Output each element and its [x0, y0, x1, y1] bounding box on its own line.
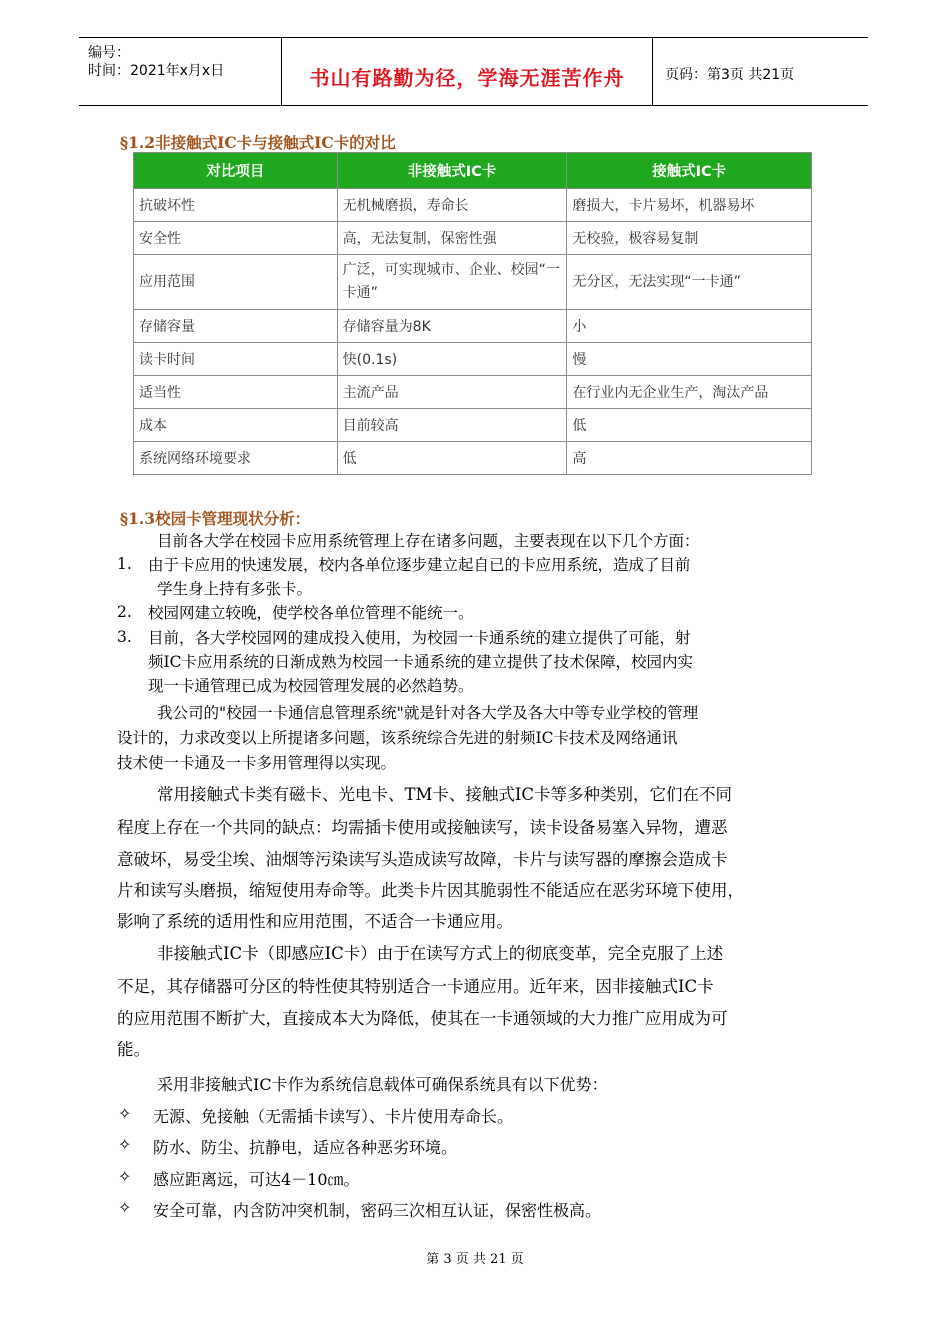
table-row: [134, 376, 812, 409]
table-row: [134, 310, 812, 343]
section-title-1-2: §1.2非接触式IC卡与接触式IC卡的对比: [120, 133, 396, 152]
table-cell: 读卡时间: [134, 343, 338, 376]
table-cell: 成本: [134, 409, 338, 442]
intro-paragraph: 目前各大学在校园卡应用系统管理上存在诸多问题，主要表现在以下几个方面：: [157, 532, 700, 550]
bullet-icon: ✧: [118, 1198, 132, 1217]
table-cell: 安全性: [134, 222, 338, 255]
table-cell: 慢: [567, 343, 812, 376]
bullet-icon: ✧: [118, 1104, 132, 1123]
table-row: [134, 343, 812, 376]
table-row: [134, 442, 812, 475]
bullet-icon: ✧: [118, 1135, 132, 1154]
table-cell: 高，无法复制，保密性强: [337, 222, 567, 255]
list-number: 1.: [117, 555, 132, 573]
company-paragraph-line: 设计的，力求改变以上所提诸多问题，该系统综合先进的射频IC卡技术及网络通讯: [117, 729, 678, 747]
company-paragraph-line: 我公司的"校园一卡通信息管理系统"就是针对各大学及各大中等专业学校的管理: [157, 704, 699, 722]
bullet-text: 无源、免接触（无需插卡读写）、卡片使用寿命长。: [153, 1107, 514, 1126]
contact-paragraph-line: 影响了系统的适用性和应用范围，不适合一卡通应用。: [117, 912, 513, 931]
number-label: 编号：: [88, 45, 130, 61]
table-cell: 小: [567, 310, 812, 343]
list-item-line: 校园网建立较晚，使学校各单位管理不能统一。: [148, 604, 474, 622]
table-header-cell: 接触式IC卡: [567, 153, 812, 189]
table-cell: 系统网络环境要求: [134, 442, 338, 475]
list-number: 2.: [117, 603, 132, 621]
table-header-row: [134, 153, 812, 189]
header-meta-cell: [79, 38, 282, 105]
table-header-cell: 非接触式IC卡: [337, 153, 567, 189]
table-cell: 低: [567, 409, 812, 442]
table-cell: 低: [337, 442, 567, 475]
table-cell: 磨损大，卡片易坏，机器易坏: [567, 189, 812, 222]
header-page-cell: [653, 38, 868, 105]
bullet-icon: ✧: [118, 1167, 132, 1186]
table-cell: 快(0.1s): [337, 343, 567, 376]
section-title-1-3: §1.3校园卡管理现状分析：: [120, 509, 311, 528]
table-cell: 存储容量: [134, 310, 338, 343]
contact-paragraph-line: 常用接触式卡类有磁卡、光电卡、TM卡、接触式IC卡等多种类别，它们在不同: [157, 785, 733, 804]
table-cell: 无机械磨损，寿命长: [337, 189, 567, 222]
table-cell: 无分区，无法实现“一卡通”: [567, 255, 812, 310]
header-motto-cell: [282, 38, 653, 105]
bullet-text: 感应距离远，可达4－10㎝。: [153, 1170, 360, 1189]
list-number: 3.: [117, 628, 132, 646]
table-row: [134, 189, 812, 222]
list-item-line: 由于卡应用的快速发展，校内各单位逐步建立起自已的卡应用系统，造成了目前: [148, 556, 691, 574]
contact-paragraph-line: 程度上存在一个共同的缺点：均需插卡使用或接触读写，读卡设备易塞入异物，遭恶: [117, 818, 728, 837]
table-header-cell: 对比项目: [134, 153, 338, 189]
table-cell: 在行业内无企业生产，淘汰产品: [567, 376, 812, 409]
table-cell: 应用范围: [134, 255, 338, 310]
time-label: 时间：2021年x月x日: [88, 63, 225, 79]
page-footer: 第 3 页 共 21 页: [426, 1252, 524, 1267]
contactless-paragraph-line: 的应用范围不断扩大，直接成本大为降低，使其在一卡通领域的大力推广应用成为可: [117, 1009, 728, 1028]
contact-paragraph-line: 片和读写头磨损，缩短使用寿命等。此类卡片因其脆弱性不能适应在恶劣环境下使用，: [117, 881, 744, 900]
contactless-paragraph-line: 不足，其存储器可分区的特性使其特别适合一卡通应用。近年来，因非接触式IC卡: [117, 977, 714, 996]
company-paragraph-line: 技术使一卡通及一卡多用管理得以实现。: [117, 754, 397, 772]
page-label: 页码：第3页 共21页: [665, 67, 795, 83]
advantage-bullet: [118, 1198, 818, 1222]
table-cell: 主流产品: [337, 376, 567, 409]
bullet-text: 防水、防尘、抗静电，适应各种恶劣环境。: [153, 1138, 458, 1157]
list-item-line: 目前，各大学校园网的建成投入使用，为校园一卡通系统的建立提供了可能，射: [148, 629, 691, 647]
table-cell: 目前较高: [337, 409, 567, 442]
comparison-table: [133, 152, 812, 475]
table-row: [134, 409, 812, 442]
list-item-line: 频IC卡应用系统的日渐成熟为校园一卡通系统的建立提供了技术保障，校园内实: [148, 653, 693, 671]
advantage-paragraph: 采用非接触式IC卡作为系统信息载体可确保系统具有以下优势：: [157, 1075, 608, 1094]
table-cell: 抗破坏性: [134, 189, 338, 222]
contact-paragraph-line: 意破坏，易受尘埃、油烟等污染读写头造成读写故障，卡片与读写器的摩擦会造成卡: [117, 850, 728, 869]
motto: 书山有路勤为径，学海无涯苦作舟: [309, 66, 625, 90]
table-cell: 适当性: [134, 376, 338, 409]
list-item-line: 学生身上持有多张卡。: [157, 580, 313, 598]
table-row: [134, 255, 812, 310]
advantage-bullet: [118, 1167, 818, 1191]
table-cell: 存储容量为8K: [337, 310, 567, 343]
table-row: [134, 222, 812, 255]
bullet-text: 安全可靠，内含防冲突机制，密码三次相互认证，保密性极高。: [153, 1201, 602, 1220]
contactless-paragraph-line: 能。: [117, 1040, 150, 1059]
table-cell: 无校验，极容易复制: [567, 222, 812, 255]
table-cell: 广泛，可实现城市、企业、校园“一卡通”: [337, 255, 567, 310]
list-item-line: 现一卡通管理已成为校园管理发展的必然趋势。: [148, 677, 474, 695]
contactless-paragraph-line: 非接触式IC卡（即感应IC卡）由于在读写方式上的彻底变革，完全克服了上述: [157, 944, 724, 963]
advantage-bullet: [118, 1135, 818, 1159]
page-header: [79, 37, 868, 106]
table-cell: 高: [567, 442, 812, 475]
advantage-bullet: [118, 1104, 818, 1128]
